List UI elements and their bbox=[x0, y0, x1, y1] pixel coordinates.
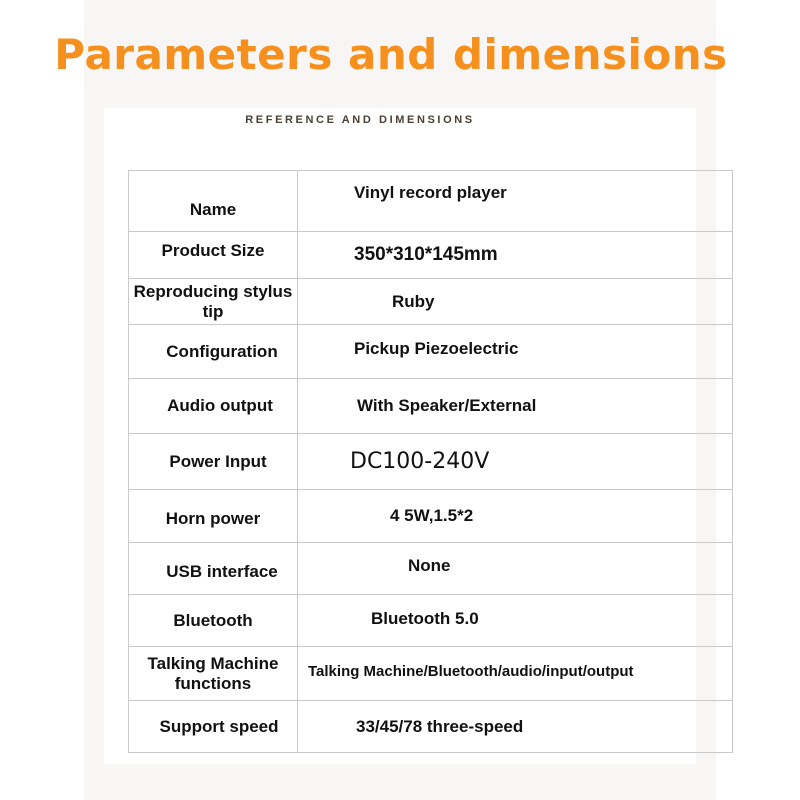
spec-label: Name bbox=[129, 171, 298, 232]
spec-value-text: Bluetooth 5.0 bbox=[371, 608, 479, 628]
spec-value bbox=[298, 543, 733, 595]
table-row bbox=[129, 543, 733, 595]
spec-value bbox=[298, 434, 733, 490]
page-title: Parameters and dimensions bbox=[54, 30, 728, 79]
table-row bbox=[129, 701, 733, 753]
spec-value bbox=[298, 701, 733, 753]
spec-label: USB interface bbox=[129, 543, 298, 595]
table-row bbox=[129, 490, 733, 543]
spec-value bbox=[298, 647, 733, 701]
spec-value bbox=[298, 325, 733, 379]
table-row bbox=[129, 171, 733, 232]
spec-value-text: 350*310*145mm bbox=[354, 244, 498, 265]
table-row bbox=[129, 379, 733, 434]
table-row bbox=[129, 434, 733, 490]
table-row bbox=[129, 325, 733, 379]
spec-value-text: Ruby bbox=[392, 291, 435, 311]
spec-value bbox=[298, 171, 733, 232]
spec-value-text: DC100-240V bbox=[350, 448, 490, 474]
spec-label: Bluetooth bbox=[129, 595, 298, 647]
spec-value-text: None bbox=[408, 555, 451, 575]
spec-value-text: Talking Machine/Bluetooth/audio/input/output bbox=[308, 662, 634, 680]
section-subtitle: REFERENCE AND DIMENSIONS bbox=[245, 114, 475, 126]
spec-label: Talking Machine functions bbox=[129, 647, 298, 701]
spec-label: Horn power bbox=[129, 490, 298, 543]
spec-label: Reproducing stylus tip bbox=[129, 279, 298, 325]
spec-value bbox=[298, 490, 733, 543]
spec-value-text: Pickup Piezoelectric bbox=[354, 338, 519, 358]
spec-value bbox=[298, 595, 733, 647]
table-row bbox=[129, 595, 733, 647]
spec-value bbox=[298, 279, 733, 325]
table-row bbox=[129, 232, 733, 279]
spec-value-text: With Speaker/External bbox=[357, 396, 537, 415]
spec-label: Power Input bbox=[129, 434, 298, 490]
spec-label: Product Size bbox=[129, 232, 298, 279]
spec-value-text: Vinyl record player bbox=[354, 183, 507, 202]
spec-label: Audio output bbox=[129, 379, 298, 434]
spec-label: Configuration bbox=[129, 325, 298, 379]
spec-value bbox=[298, 379, 733, 434]
spec-value-text: 4 5W,1.5*2 bbox=[390, 506, 474, 525]
table-row bbox=[129, 647, 733, 701]
spec-table bbox=[128, 170, 733, 753]
spec-value-text: 33/45/78 three-speed bbox=[356, 716, 524, 736]
spec-label: Support speed bbox=[129, 701, 298, 753]
table-row bbox=[129, 279, 733, 325]
spec-value bbox=[298, 232, 733, 279]
